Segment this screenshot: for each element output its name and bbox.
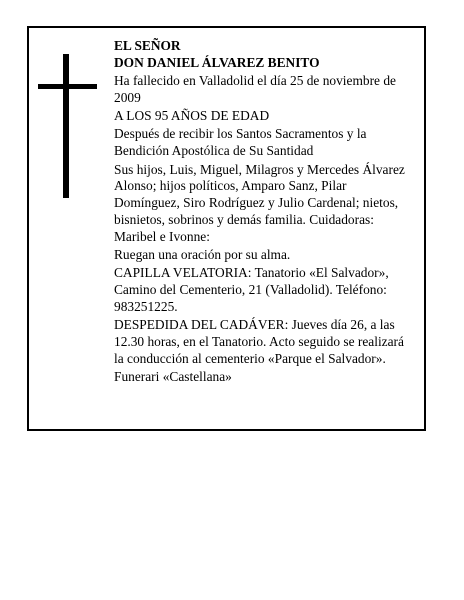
obituary-title-line-1: EL SEÑOR <box>114 38 181 53</box>
family-paragraph: Sus hijos, Luis, Miguel, Milagros y Mercedes Álvarez Alonso; hijos políticos, Amparo Sanz, Pilar Domínguez, Siro Rodríguez y Julio Cardenal; nietos, bisnietos, sobrinos y demás familia. Cuidadoras: Maribel e Ivonne: <box>114 161 405 244</box>
funeral-departure-info: DESPEDIDA DEL CADÁVER: Jueves día 26, a las 12.30 horas, en el Tanatorio. Acto seguido se realizará la conducción al cementerio «Parque el Salvador». <box>114 317 404 366</box>
prayer-request: Ruegan una oración por su alma. <box>114 247 291 263</box>
age-line: A LOS 95 AÑOS DE EDAD <box>114 108 270 124</box>
latin-cross-icon <box>38 54 97 198</box>
sacraments-line: Después de recibir los Santos Sacramentos y la Bendición Apostólica de Su Santidad <box>114 126 367 159</box>
deceased-name: DON DANIEL ÁLVAREZ BENITO <box>114 54 320 70</box>
cross-vertical-bar <box>63 54 69 198</box>
funeral-home: Funerari «Castellana» <box>114 369 232 385</box>
cross-horizontal-bar <box>38 84 97 89</box>
death-announcement: Ha fallecido en Valladolid el día 25 de noviembre de 2009 <box>114 73 396 105</box>
obituary-text <box>114 38 414 387</box>
wake-chapel-info: CAPILLA VELATORIA: Tanatorio «El Salvador», Camino del Cementerio, 21 (Valladolid). Teléfono: 983251225. <box>114 265 389 314</box>
